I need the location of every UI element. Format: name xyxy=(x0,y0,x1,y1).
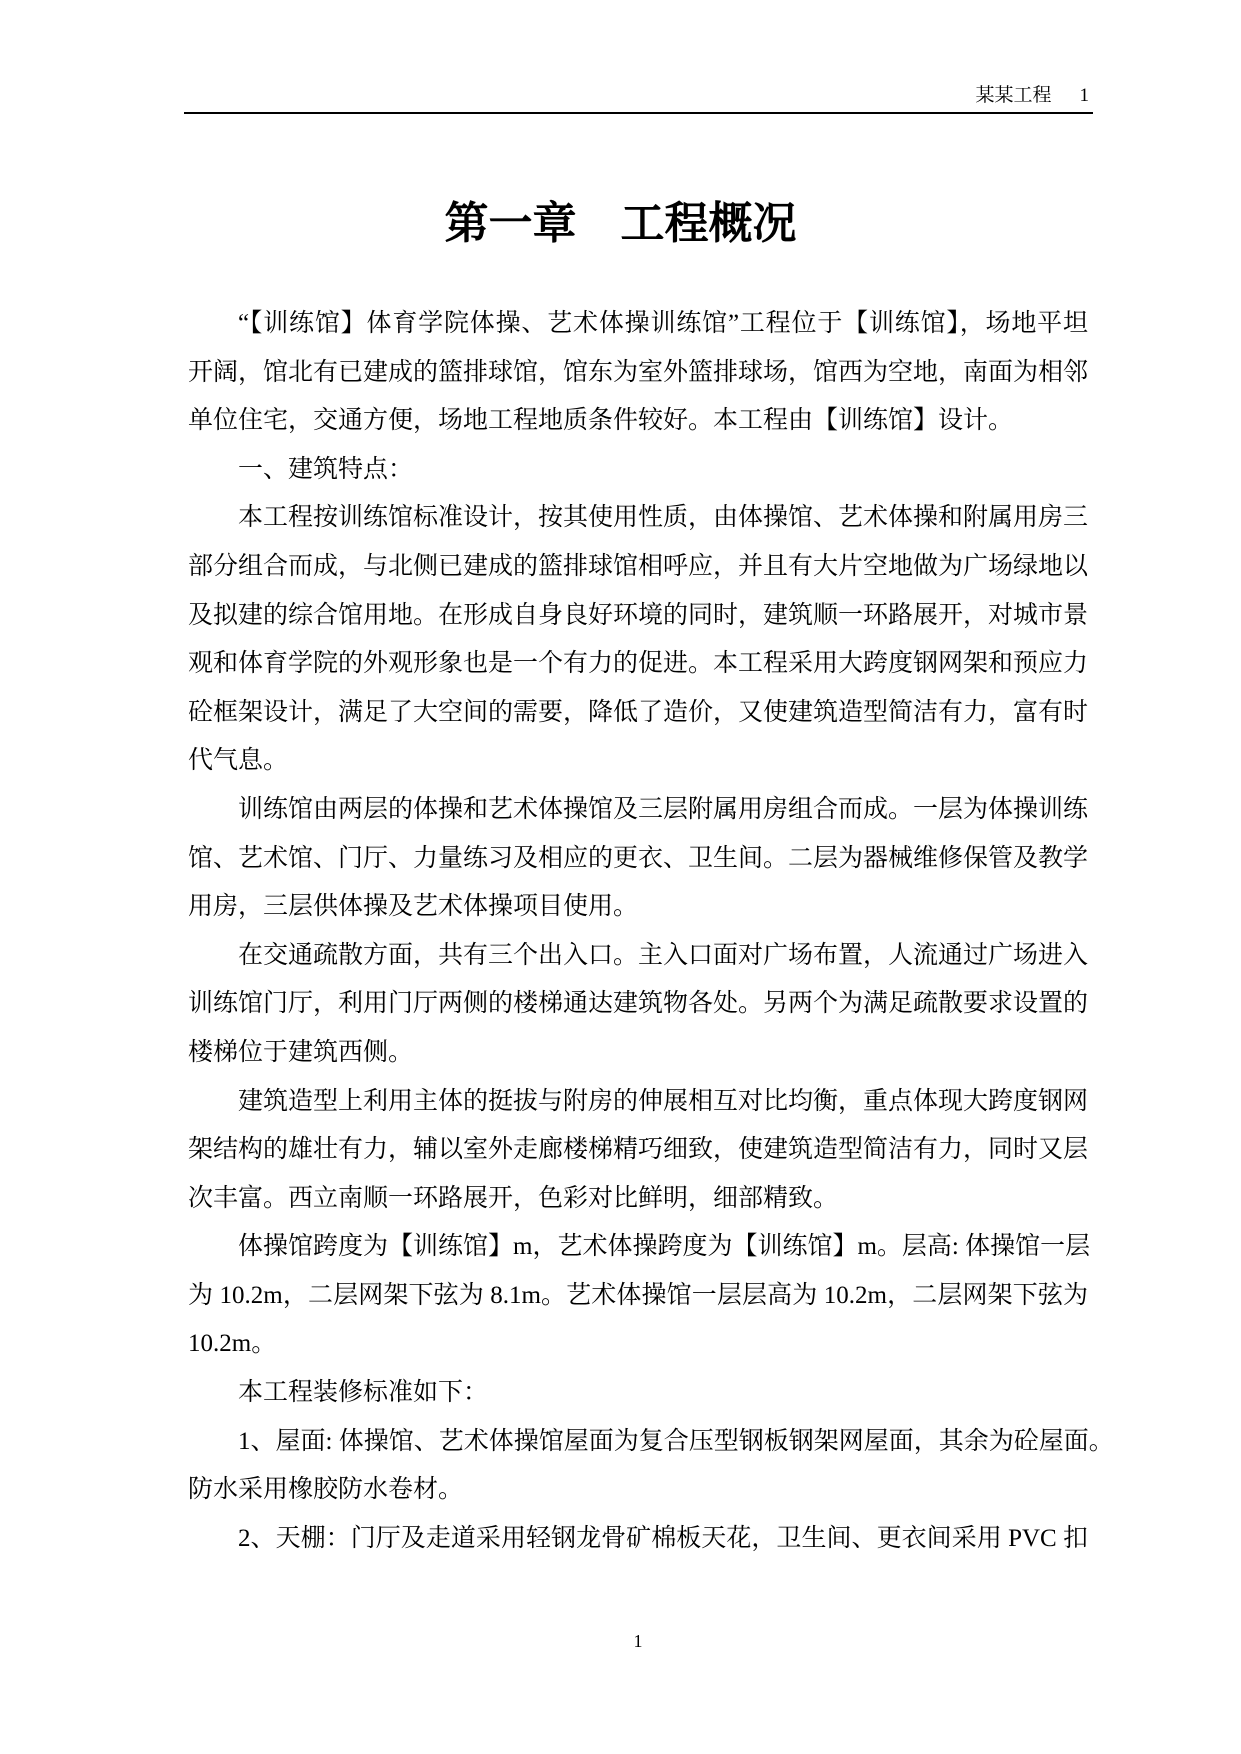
paragraph-design-concept xyxy=(188,494,1088,786)
document-body xyxy=(188,300,1114,1563)
paragraph-line: “【训练馆】体育学院体操、艺术体操训练馆”工程位于【训练馆】，场地平坦 xyxy=(238,310,1088,337)
paragraph-line: 次丰富。西立南顺一环路展开，色彩对比鲜明，细部精致。 xyxy=(188,1184,839,1212)
paragraph-line: 本工程按训练馆标准设计，按其使用性质，由体操馆、艺术体操和附属用房三 xyxy=(238,504,1089,532)
paragraph-spans-and-heights xyxy=(188,1223,1091,1369)
paragraph-line: 为 10.2m，二层网架下弦为 8.1m。艺术体操馆一层层高为 10.2m，二层网架下弦为 xyxy=(188,1281,1088,1309)
paragraph-site-overview xyxy=(188,300,1088,446)
paragraph-line: 馆、艺术馆、门厅、力量练习及相应的更衣、卫生间。二层为器械维修保管及教学 xyxy=(188,844,1089,872)
paragraph-line: 单位住宅，交通方便，场地工程地质条件较好。本工程由【训练馆】设计。 xyxy=(188,407,1014,435)
paragraph-line: 观和体育学院的外观形象也是一个有力的促进。本工程采用大跨度钢网架和预应力 xyxy=(188,650,1089,678)
footer-page-number: 1 xyxy=(633,1631,643,1651)
paragraph-line: 开阔，馆北有已建成的篮排球馆，馆东为室外篮排球场，馆西为空地，南面为相邻 xyxy=(188,358,1089,386)
paragraph-roof-finish xyxy=(188,1418,1114,1515)
paragraph-line: 训练馆由两层的体操和艺术体操馆及三层附属用房组合而成。一层为体操训练 xyxy=(238,795,1089,823)
paragraph-line: 用房，三层供体操及艺术体操项目使用。 xyxy=(188,893,639,921)
running-header xyxy=(184,84,1093,114)
paragraph-finish-standards-intro xyxy=(188,1369,1088,1418)
paragraph-line: 在交通疏散方面，共有三个出入口。主入口面对广场布置，人流通过广场进入 xyxy=(238,941,1089,969)
paragraph-circulation xyxy=(188,932,1088,1078)
paragraph-line: 训练馆门厅，利用门厅两侧的楼梯通达建筑物各处。另两个为满足疏散要求设置的 xyxy=(188,990,1089,1018)
paragraph-ceiling-finish xyxy=(188,1515,1088,1564)
paragraph-line: 1、屋面: 体操馆、艺术体操馆屋面为复合压型钢板钢架网屋面，其余为砼屋面。 xyxy=(238,1427,1114,1455)
paragraph-line: 10.2m。 xyxy=(188,1330,277,1358)
paragraph-line: 楼梯位于建筑西侧。 xyxy=(188,1038,414,1066)
section-heading-architectural-features xyxy=(188,446,1088,495)
paragraph-line: 防水采用橡胶防水卷材。 xyxy=(188,1476,464,1504)
paragraph-line: 一、建筑特点： xyxy=(238,455,414,483)
paragraph-facade xyxy=(188,1078,1088,1224)
paragraph-line: 本工程装修标准如下： xyxy=(238,1379,489,1407)
paragraph-line: 砼框架设计，满足了大空间的需要，降低了造价，又使建筑造型简洁有力，富有时 xyxy=(188,698,1089,726)
paragraph-line: 2、天棚：门厅及走道采用轻钢龙骨矿棉板天花，卫生间、更衣间采用 PVC 扣 xyxy=(238,1524,1088,1552)
header-page-number: 1 xyxy=(1079,85,1089,106)
paragraph-line: 部分组合而成，与北侧已建成的篮排球馆相呼应，并且有大片空地做为广场绿地以 xyxy=(188,552,1089,580)
paragraph-floor-layout xyxy=(188,786,1088,932)
paragraph-line: 及拟建的综合馆用地。在形成自身良好环境的同时，建筑顺一环路展开，对城市景 xyxy=(188,601,1089,629)
paragraph-line: 代气息。 xyxy=(188,747,289,775)
paragraph-line: 体操馆跨度为【训练馆】m，艺术体操跨度为【训练馆】m。层高: 体操馆一层 xyxy=(238,1233,1091,1261)
chapter-title: 第一章 工程概况 xyxy=(444,199,797,248)
header-title: 某某工程 xyxy=(975,85,1052,106)
paragraph-line: 架结构的雄壮有力，辅以室外走廊楼梯精巧细致，使建筑造型简洁有力，同时又层 xyxy=(188,1136,1089,1164)
paragraph-line: 建筑造型上利用主体的挺拔与附房的伸展相互对比均衡，重点体现大跨度钢网 xyxy=(238,1087,1089,1115)
